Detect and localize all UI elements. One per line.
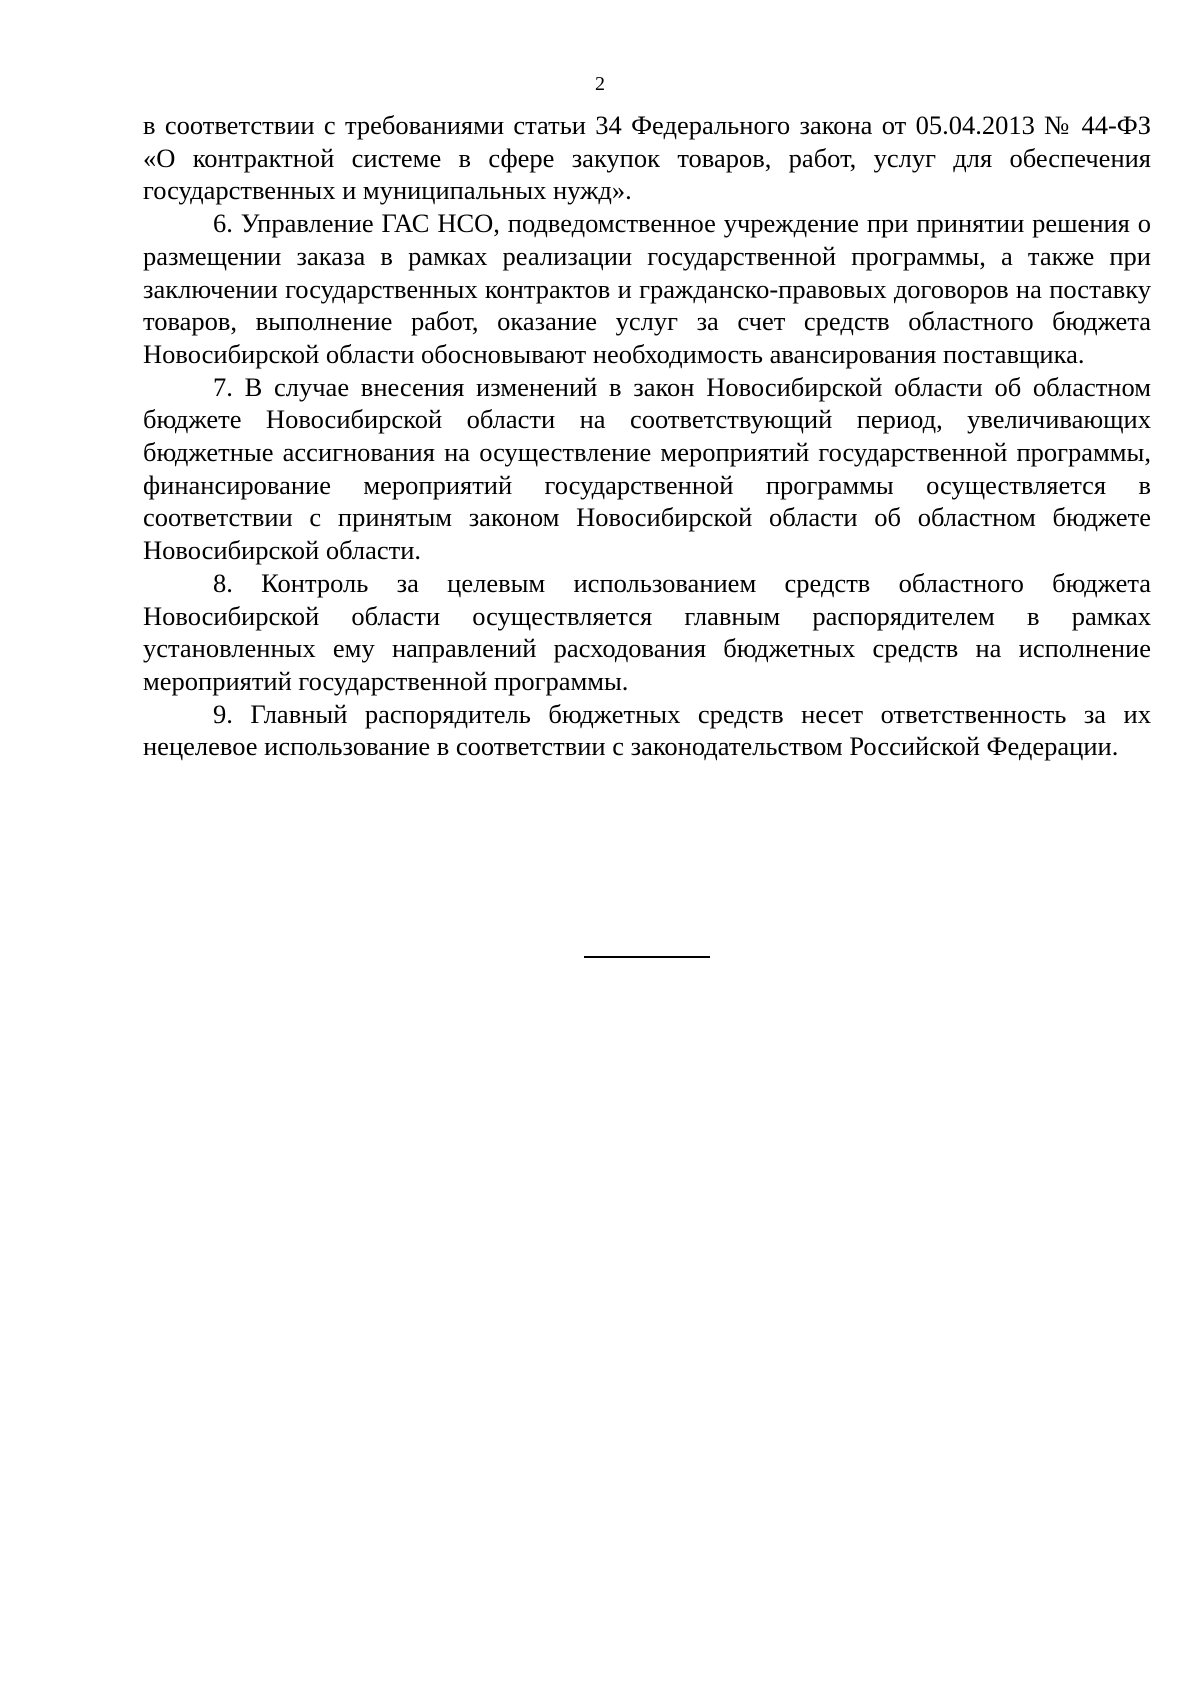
paragraph-7: 7. В случае внесения изменений в закон Новосибирской области об областном бюджете Новосибирской области на соответствующий период, увеличивающих бюджетные ассигнования на осуществление мероприятий государственной программы, финансирование мероприятий государственной программы осуществляется в соответствии с принятым законом Новосибирской области об областном бюджете Новосибирской области. <box>143 371 1151 566</box>
page-number: 2 <box>595 73 605 95</box>
document-body <box>143 109 1151 763</box>
paragraph-continuation: в соответствии с требованиями статьи 34 Федерального закона от 05.04.2013 № 44-ФЗ «О контрактной системе в сфере закупок товаров, работ, услуг для обеспечения государственных и муниципальных нужд». <box>143 110 1151 206</box>
paragraph-8: 8. Контроль за целевым использованием средств областного бюджета Новосибирской области осуществляется главным распорядителем в рамках установленных ему направлений расходования бюджетных средств на исполнение мероприятий государственной программы. <box>143 567 1151 696</box>
end-of-document-divider <box>584 956 710 958</box>
paragraph-9: 9. Главный распорядитель бюджетных средств несет ответственность за их нецелевое использование в соответствии с законодательством Российской Федерации. <box>143 698 1151 762</box>
paragraph-6: 6. Управление ГАС НСО, подведомственное учреждение при принятии решения о размещении заказа в рамках реализации государственной программы, а также при заключении государственных контрактов и гражданско-правовых договоров на поставку товаров, выполнение работ, оказание услуг за счет средств областного бюджета Новосибирской области обосновывают необходимость авансирования поставщика. <box>143 208 1151 369</box>
